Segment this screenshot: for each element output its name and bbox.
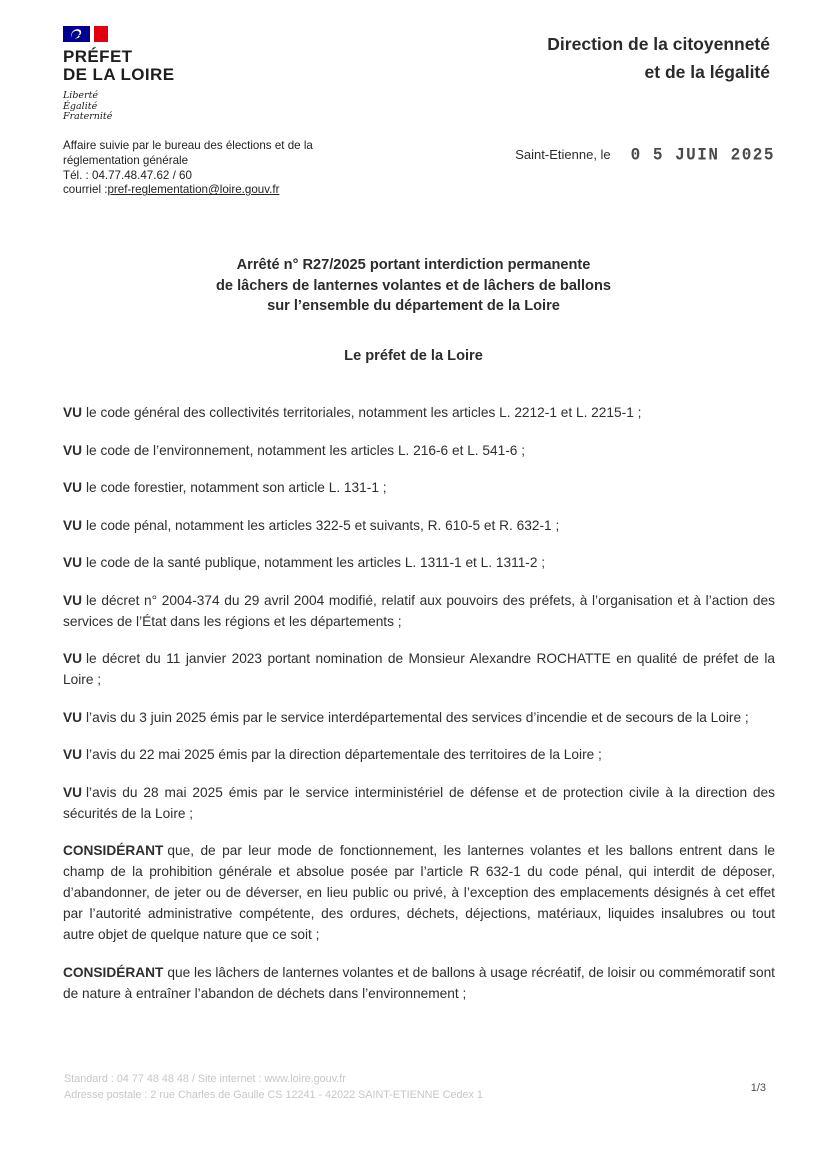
french-flag-marianne-icon — [63, 26, 109, 42]
title-line2: de lâchers de lanternes volantes et de lâchers de ballons — [215, 277, 611, 294]
prefecture-name-line1: PRÉFET — [63, 47, 133, 66]
document-title — [0, 255, 827, 317]
body-paragraph — [63, 402, 775, 423]
body-paragraph — [63, 440, 775, 461]
body-paragraph — [63, 707, 775, 728]
contact-line1: Affaire suivie par le bureau des élections et de la — [63, 139, 313, 152]
body-paragraph — [63, 840, 775, 945]
paragraph-lead: VU — [63, 555, 83, 570]
body-paragraph — [63, 515, 775, 536]
paragraph-lead: VU — [63, 747, 83, 762]
paragraph-lead: VU — [63, 784, 83, 800]
paragraph-lead: VU — [63, 405, 83, 420]
paragraph-lead: VU — [63, 651, 83, 666]
direction-line2: et de la légalité — [644, 62, 770, 82]
date-stamp: 0 5 JUIN 2025 — [630, 145, 775, 165]
paragraph-lead: VU — [63, 709, 83, 725]
prefecture-logo-block — [63, 26, 174, 123]
body-paragraph — [63, 744, 775, 765]
body-paragraph — [63, 782, 775, 824]
paragraph-text: le décret n° 2004-374 du 29 avril 2004 modifié, relatif aux pouvoirs des préfets, à l’organisation et à l’action des services de l’État dans les régions et les départements ; — [63, 592, 775, 629]
paragraph-text: le code pénal, notamment les articles 322-5 et suivants, R. 610-5 et R. 632-1 ; — [86, 517, 560, 533]
paragraph-text: l’avis du 22 mai 2025 émis par la direction départementale des territoires de la Loire ; — [86, 747, 602, 762]
paragraph-lead: VU — [63, 442, 83, 458]
footer-line1: Standard : 04 77 48 48 48 / Site internet : www.loire.gouv.fr — [64, 1073, 346, 1085]
paragraph-text: le code forestier, notamment son article L. 131-1 ; — [86, 480, 387, 495]
contact-email-line — [63, 183, 313, 198]
document-subtitle: Le préfet de la Loire — [344, 348, 483, 364]
direction-title — [547, 30, 770, 86]
paragraph-lead: VU — [63, 480, 83, 495]
page-footer — [64, 1071, 483, 1103]
direction-line1: Direction de la citoyenneté — [547, 34, 770, 54]
paragraph-text: le décret du 11 janvier 2023 portant nomination de Monsieur Alexandre ROCHATTE en qualité de préfet de la Loire ; — [63, 651, 775, 687]
paragraph-text: que les lâchers de lanternes volantes et de ballons à usage récréatif, de loisir ou commémoratif sont de nature à entraîner l’abandon de déchets dans l’environnement ; — [63, 964, 775, 1001]
title-line1: Arrêté n° R27/2025 portant interdiction permanente — [236, 257, 591, 273]
prefecture-name-line2: DE LA LOIRE — [63, 65, 175, 84]
motto — [63, 91, 174, 123]
body-paragraph — [63, 477, 775, 498]
page-number: 1/3 — [750, 1082, 766, 1094]
body-paragraph — [63, 648, 775, 690]
contact-line2: réglementation générale — [63, 153, 189, 167]
title-line3: sur l’ensemble du département de la Loire — [267, 298, 560, 314]
place-label: Saint-Etienne, le — [515, 147, 611, 162]
paragraph-text: l’avis du 28 mai 2025 émis par le service interministériel de défense et de protection civile à la direction des sécurités de la Loire ; — [63, 784, 775, 821]
paragraph-lead: VU — [63, 592, 83, 608]
paragraph-lead: VU — [63, 517, 83, 533]
motto-liberte: Liberté — [63, 90, 99, 101]
document-body — [63, 402, 775, 1020]
paragraph-text: le code de la santé publique, notamment les articles L. 1311-1 et L. 1311-2 ; — [86, 555, 546, 570]
dateline — [515, 146, 775, 164]
email-label: courriel : — [63, 183, 108, 197]
body-paragraph — [63, 590, 775, 632]
motto-egalite: Égalité — [63, 100, 98, 112]
paragraph-text: le code de l’environnement, notamment les articles L. 216-6 et L. 541-6 ; — [86, 442, 526, 458]
paragraph-text: l’avis du 3 juin 2025 émis par le service interdépartemental des services d’incendie et de secours de la Loire ; — [86, 709, 749, 725]
paragraph-lead: CONSIDÉRANT — [63, 964, 164, 980]
paragraph-lead: CONSIDÉRANT — [63, 843, 164, 858]
contact-phone: Tél. : 04.77.48.47.62 / 60 — [63, 168, 192, 182]
motto-fraternite: Fraternité — [63, 111, 113, 122]
email-link[interactable]: pref-reglementation@loire.gouv.fr — [107, 183, 280, 197]
body-paragraph — [63, 962, 775, 1004]
contact-block — [63, 139, 313, 198]
paragraph-text: le code général des collectivités territoriales, notamment les articles L. 2212-1 et L. 2215-1 ; — [86, 405, 642, 420]
body-paragraph — [63, 552, 775, 573]
paragraph-text: que, de par leur mode de fonctionnement, les lanternes volantes et les ballons entrent dans le champ de la prohibition générale et absolue posée par l’article R 632-1 du code pénal, qui interdit de déposer, d’abandonner, de jeter ou de déverser, en lieu public ou privé, à l’exception des emplacements désignés à cet effet par l’autorité administrative compétente, des ordures, déchets, déjections, matériaux, liquides insalubres ou tout autre objet de quelque nature que ce soit ; — [63, 843, 775, 942]
footer-line2: Adresse postale : 2 rue Charles de Gaulle CS 12241 - 42022 SAINT-ETIENNE Cedex 1 — [64, 1089, 483, 1101]
